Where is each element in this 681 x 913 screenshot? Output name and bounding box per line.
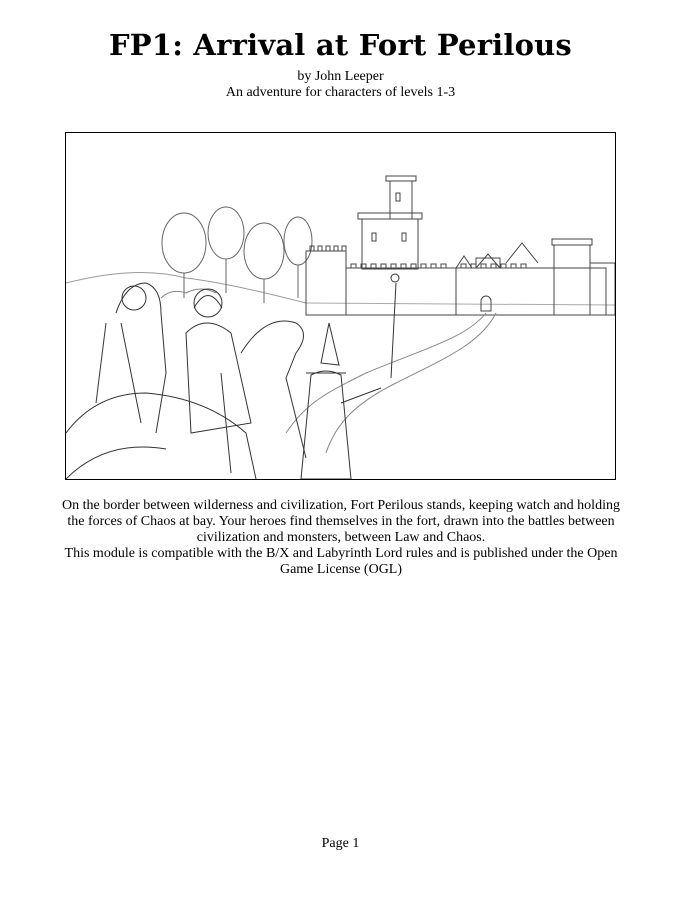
fort-sketch-drawing (66, 133, 615, 479)
description-paragraph: On the border between wilderness and civilization, Fort Perilous stands, keeping watch and holding the forces of Chaos at bay. Your heroes find themselves in the fort, drawn into the battles between civilization and monsters, between Law and Chaos. (62, 498, 620, 545)
document-title: FP1: Arrival at Fort Perilous (109, 28, 572, 62)
byline-block (0, 69, 681, 101)
cover-illustration (65, 132, 616, 480)
author-line: by John Leeper (297, 69, 384, 84)
module-description (62, 498, 620, 578)
page-number: Page 1 (321, 836, 360, 851)
level-subtitle: An adventure for characters of levels 1-3 (225, 85, 456, 100)
compatibility-paragraph: This module is compatible with the B/X and Labyrinth Lord rules and is published under the Open Game License (OGL) (64, 546, 618, 577)
